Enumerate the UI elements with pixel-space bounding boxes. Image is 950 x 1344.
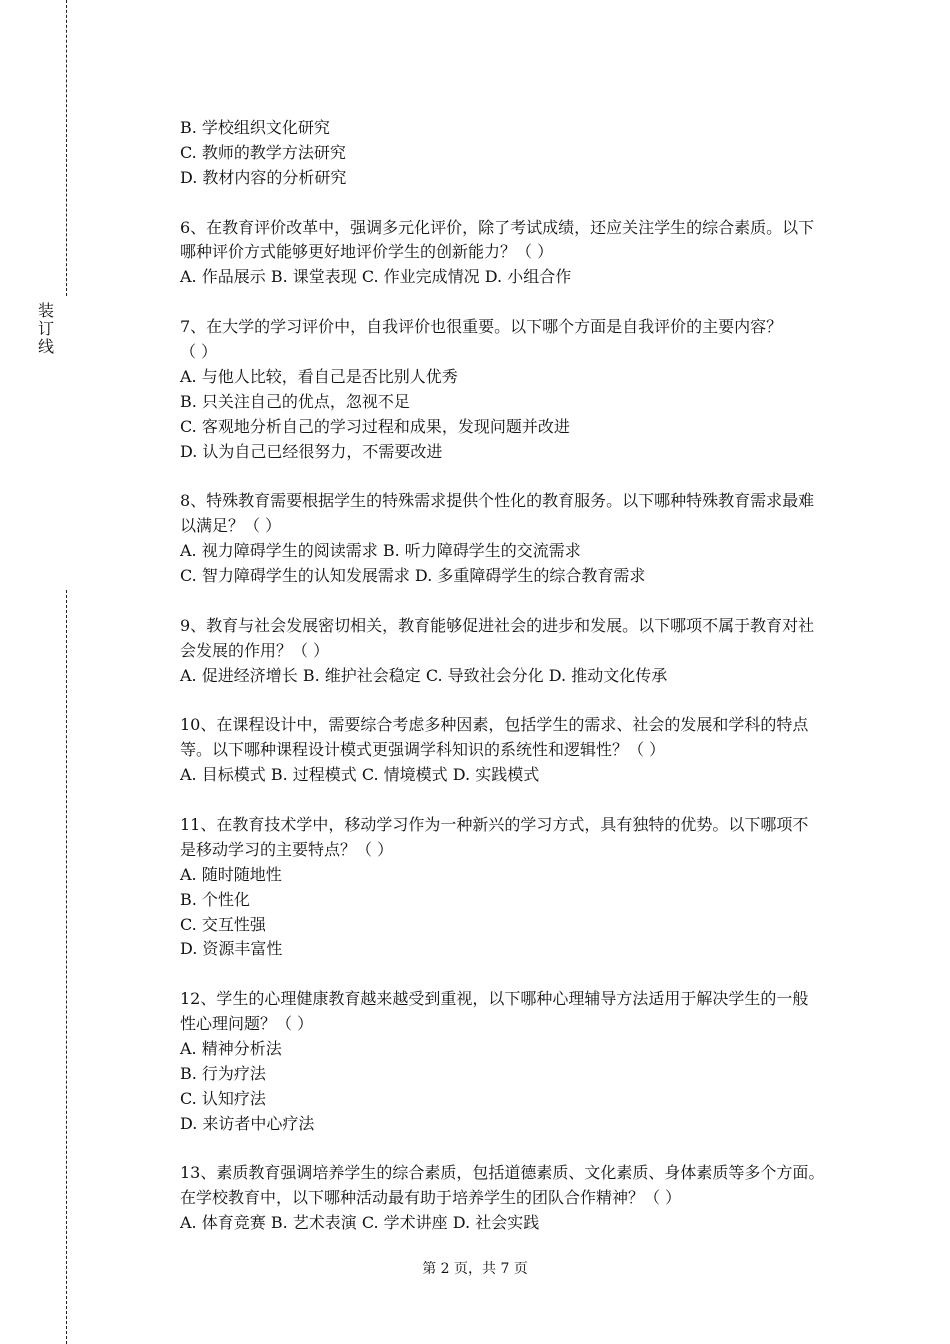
- question-option: A. 精神分析法: [180, 1038, 282, 1058]
- spacer: [180, 464, 850, 489]
- question: [180, 813, 850, 962]
- question-option: C. 智力障碍学生的认知发展需求 D. 多重障碍学生的综合教育需求: [180, 566, 646, 586]
- binding-label-char: 装: [37, 301, 54, 320]
- question-stem: 以满足？（ ）: [180, 516, 282, 536]
- question: [180, 614, 850, 689]
- question: [180, 713, 850, 788]
- question-stem: 7、在大学的学习评价中，自我评价也很重要。以下哪个方面是自我评价的主要内容？: [180, 317, 783, 337]
- question-stem: 13、素质教育强调培养学生的综合素质，包括道德素质、文化素质、身体素质等多个方面。: [180, 1163, 825, 1183]
- question-stem: 6、在教育评价改革中，强调多元化评价，除了考试成绩，还应关注学生的综合素质。以下: [180, 217, 815, 237]
- question: [180, 315, 850, 464]
- spacer: [180, 788, 850, 813]
- question-option: D. 认为自己已经很努力，不需要改进: [180, 441, 443, 461]
- question-stem: 在学校教育中，以下哪种活动最有助于培养学生的团队合作精神？（ ）: [180, 1188, 682, 1208]
- question-stem: 9、教育与社会发展密切相关，教育能够促进社会的进步和发展。以下哪项不属于教育对社: [180, 615, 815, 635]
- question-content: [180, 116, 850, 1236]
- question-stem: 是移动学习的主要特点？（ ）: [180, 839, 394, 859]
- continued-options: [180, 116, 850, 191]
- question-list: [180, 191, 850, 1236]
- spacer: [180, 191, 850, 216]
- binding-label-char: 线: [37, 337, 54, 356]
- spacer: [180, 962, 850, 987]
- option: B. 学校组织文化研究: [180, 118, 330, 137]
- spacer: [180, 1137, 850, 1162]
- question-option: B. 个性化: [180, 889, 250, 909]
- question-stem: （ ）: [180, 342, 218, 362]
- binding-label-char: 订: [37, 319, 54, 338]
- question-option: B. 只关注自己的优点，忽视不足: [180, 391, 410, 411]
- question-stem: 哪种评价方式能够更好地评价学生的创新能力？（ ）: [180, 242, 554, 262]
- question-stem: 8、特殊教育需要根据学生的特殊需求提供个性化的教育服务。以下哪种特殊教育需求最难: [180, 491, 815, 511]
- question: [180, 216, 850, 291]
- question-option: A. 目标模式 B. 过程模式 C. 情境模式 D. 实践模式: [180, 765, 540, 785]
- spacer: [180, 688, 850, 713]
- question-option: C. 客观地分析自己的学习过程和成果，发现问题并改进: [180, 416, 570, 436]
- spacer: [180, 589, 850, 614]
- option: D. 教材内容的分析研究: [180, 167, 347, 187]
- question-option: A. 视力障碍学生的阅读需求 B. 听力障碍学生的交流需求: [180, 541, 581, 561]
- question-stem: 等。以下哪种课程设计模式更强调学科知识的系统性和逻辑性？（ ）: [180, 740, 666, 760]
- question-option: C. 认知疗法: [180, 1088, 266, 1108]
- question-stem: 性心理问题？（ ）: [180, 1014, 314, 1034]
- question-stem: 会发展的作用？（ ）: [180, 640, 330, 660]
- question-option: B. 行为疗法: [180, 1063, 266, 1083]
- question-option: A. 促进经济增长 B. 维护社会稳定 C. 导致社会分化 D. 推动文化传承: [180, 665, 668, 685]
- question-option: D. 资源丰富性: [180, 939, 283, 959]
- binding-label: [37, 302, 55, 356]
- question-stem: 11、在教育技术学中，移动学习作为一种新兴的学习方式，具有独特的优势。以下哪项不: [180, 814, 809, 834]
- question: [180, 987, 850, 1136]
- question: [180, 489, 850, 589]
- question-option: A. 随时随地性: [180, 864, 282, 884]
- option: C. 教师的教学方法研究: [180, 142, 346, 162]
- question-option: A. 体育竞赛 B. 艺术表演 C. 学术讲座 D. 社会实践: [180, 1213, 540, 1233]
- question: [180, 1161, 850, 1236]
- spacer: [180, 290, 850, 315]
- question-option: D. 来访者中心疗法: [180, 1113, 315, 1133]
- binding-line-bottom: [66, 590, 67, 1344]
- question-option: A. 作品展示 B. 课堂表现 C. 作业完成情况 D. 小组合作: [180, 267, 572, 287]
- question-stem: 10、在课程设计中，需要综合考虑多种因素，包括学生的需求、社会的发展和学科的特点: [180, 715, 809, 735]
- question-option: C. 交互性强: [180, 914, 266, 934]
- question-stem: 12、学生的心理健康教育越来越受到重视，以下哪种心理辅导方法适用于解决学生的一般: [180, 989, 809, 1009]
- question-option: A. 与他人比较，看自己是否比别人优秀: [180, 366, 458, 386]
- page-footer: 第 2 页，共 7 页: [422, 1261, 528, 1277]
- binding-line-top: [66, 0, 67, 296]
